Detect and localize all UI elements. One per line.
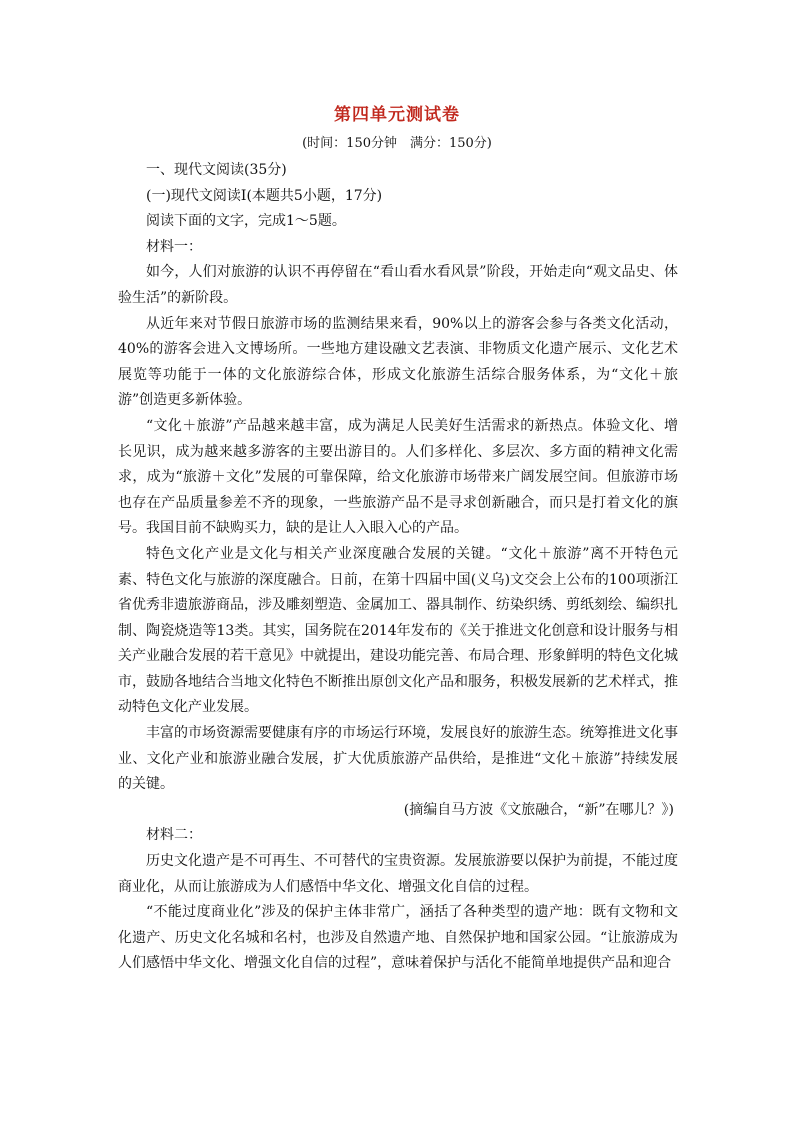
material-1-paragraph: 从近年来对节假日旅游市场的监测结果来看，90%以上的游客会参与各类文化活动，40%的游客会进入文博场所。一些地方建设融文艺表演、非物质文化遗产展示、文化艺术展览等功能于一体的文化旅游综合体，形成文化旅游生活综合服务体系，为“文化＋旅游”创造更多新体验。: [118, 315, 678, 409]
material-2-paragraph: 历史文化遗产是不可再生、不可替代的宝贵资源。发展旅游要以保护为前提，不能过度商业化，从而让旅游成为人们感悟中华文化、增强文化自信的过程。: [118, 853, 678, 895]
page-title: 第四单元测试卷: [334, 105, 460, 125]
document-body: [118, 158, 678, 977]
material-1-paragraph: 特色文化产业是文化与相关产业深度融合发展的关键。“文化＋旅游”离不开特色元素、特色文化与旅游的深度融合。日前，在第十四届中国(义乌)文交会上公布的100项浙江省优秀非遗旅游商品，涉及雕刻塑造、金属加工、器具制作、纺染织绣、剪纸刻绘、编织扎制、陶瓷烧造等13类。其实，国务院在2014年发布的《关于推进文化创意和设计服务与相关产业融合发展的若干意见》中就提出，建设功能完善、布局合理、形象鲜明的特色文化城市，鼓励各地结合当地文化特色不断推出原创文化产品和服务，积极发展新的艺术样式，推动特色文化产业发展。: [118, 545, 678, 716]
instruction: 阅读下面的文字，完成1～5题。: [146, 213, 346, 230]
exam-info: (时间：150分钟 满分：150分): [302, 136, 492, 151]
section-heading: 一、现代文阅读(35分): [146, 162, 287, 178]
material-2-label: 材料二：: [146, 827, 202, 844]
material-2-paragraph: “不能过度商业化”涉及的保护主体非常广，涵括了各种类型的遗产地：既有文物和文化遗产、历史文化名城和名村，也涉及自然遗产地、自然保护地和国家公园。“让旅游成为人们感悟中华文化、增强文化自信的过程”，意味着保护与活化不能简单地提供产品和迎合: [118, 904, 678, 972]
subsection-heading: (一)现代文阅读Ⅰ(本题共5小题，17分): [146, 187, 383, 204]
material-1-source: (摘编自马方波《文旅融合，“新”在哪儿？》): [403, 801, 674, 818]
material-1-label: 材料一：: [146, 238, 202, 255]
material-1-paragraph: “文化＋旅游”产品越来越丰富，成为满足人民美好生活需求的新热点。体验文化、增长见识，成为越来越多游客的主要出游目的。人们多样化、多层次、多方面的精神文化需求，成为“旅游＋文化”发展的可靠保障，给文化旅游市场带来广阔发展空间。但旅游市场也存在产品质量参差不齐的现象，一些旅游产品不是寻求创新融合，而只是打着文化的旗号。我国目前不缺购买力，缺的是让人入眼入心的产品。: [118, 417, 678, 537]
material-1-paragraph: 如今，人们对旅游的认识不再停留在“看山看水看风景”阶段，开始走向“观文品史、体验生活”的新阶段。: [118, 264, 678, 306]
material-1-paragraph: 丰富的市场资源需要健康有序的市场运行环境，发展良好的旅游生态。统筹推进文化事业、文化产业和旅游业融合发展，扩大优质旅游产品供给，是推进“文化＋旅游”持续发展的关键。: [118, 725, 678, 793]
